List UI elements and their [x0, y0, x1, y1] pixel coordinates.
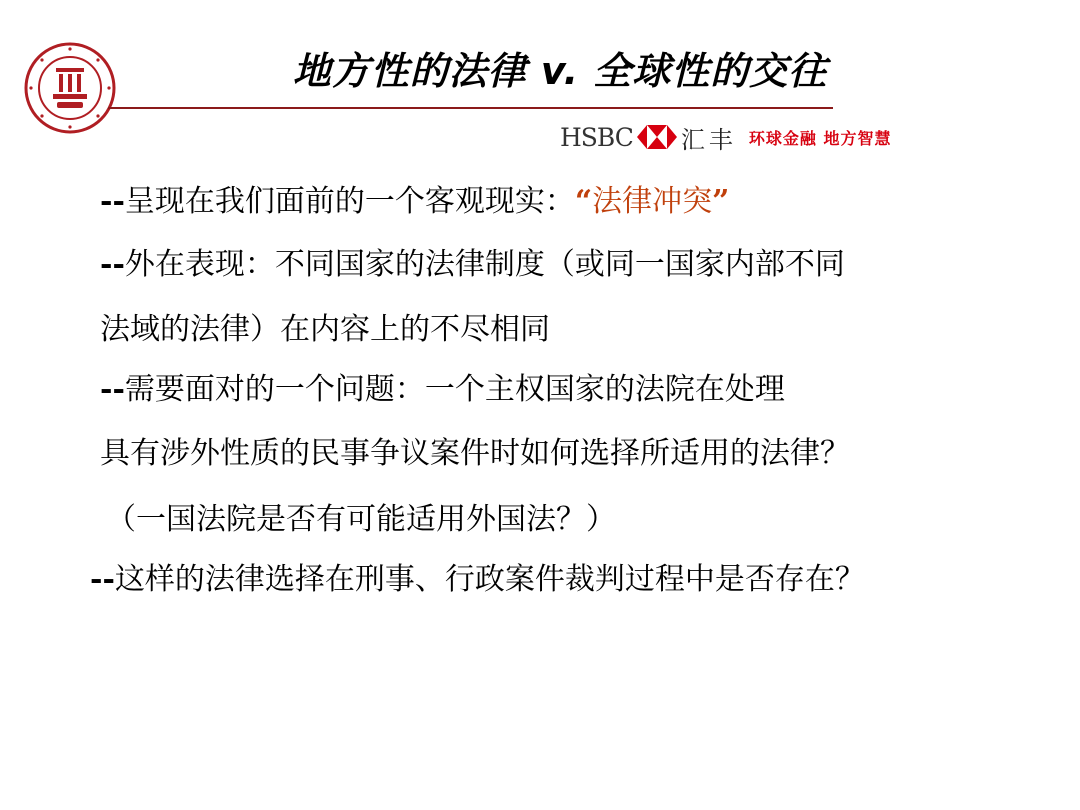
bullet-line-1 [100, 182, 729, 222]
hsbc-chinese-name: 汇丰 [680, 125, 737, 154]
bullet-line-2 [100, 245, 845, 285]
university-seal-logo [24, 42, 116, 134]
hsbc-hexagon-icon [637, 125, 677, 149]
bullet-line-7 [90, 560, 865, 600]
dash-marker: -- [90, 562, 115, 597]
slide-title: 地方性的法律 v. 全球性的交往 [292, 49, 828, 93]
dash-marker: -- [100, 247, 125, 282]
line-text: 外在表现：不同国家的法律制度（或同一国家内部不同 [124, 247, 845, 282]
dash-marker: -- [100, 184, 125, 219]
continuation-line-6: （一国法院是否有可能适用外国法？） [106, 502, 616, 537]
line-text: 需要面对的一个问题：一个主权国家的法院在处理 [124, 372, 785, 407]
highlight-term: 法律冲突 [592, 184, 713, 219]
title-divider [108, 107, 833, 109]
line-text: 呈现在我们面前的一个客观现实： [124, 184, 575, 219]
line-text: 这样的法律选择在刑事、行政案件裁判过程中是否存在？ [114, 562, 865, 597]
hsbc-slogan: 环球金融 地方智慧 [748, 128, 892, 148]
dash-marker: -- [100, 372, 125, 407]
close-quote: ” [712, 184, 730, 219]
continuation-line-3: 法域的法律）在内容上的不尽相同 [100, 312, 550, 347]
hsbc-banner [560, 122, 891, 152]
open-quote: “ [574, 184, 593, 219]
bullet-line-4 [100, 370, 785, 410]
hsbc-wordmark: HSBC [560, 122, 633, 152]
continuation-line-5: 具有涉外性质的民事争议案件时如何选择所适用的法律？ [100, 436, 850, 471]
